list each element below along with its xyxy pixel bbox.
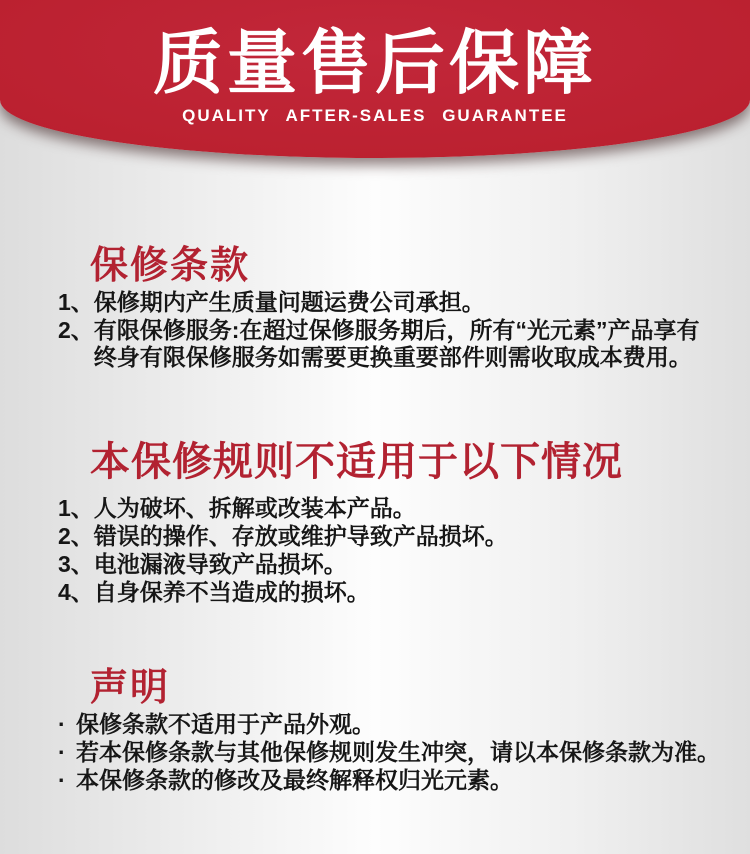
list-item-line: 若本保修条款与其他保修规则发生冲突，请以本保修条款为准。 bbox=[76, 739, 720, 765]
section-heading-exclusions: 本保修规则不适用于以下情况 bbox=[90, 440, 623, 484]
bullet-dot: · bbox=[58, 739, 66, 765]
list-item bbox=[58, 289, 730, 316]
list-item bbox=[58, 711, 730, 738]
list-item-line: 保修期内产生质量问题运费公司承担。 bbox=[93, 289, 485, 315]
list-item-text bbox=[94, 317, 700, 371]
list-item-line: 自身保养不当造成的损坏。 bbox=[93, 579, 370, 605]
list-item bbox=[58, 739, 730, 766]
list-item-line: 本保修条款的修改及最终解释权归光元素。 bbox=[76, 767, 513, 793]
list-item bbox=[58, 495, 730, 522]
banner-title: 质量售后保障 bbox=[153, 24, 597, 102]
list-item-text bbox=[76, 739, 720, 766]
list-item-number: 2、 bbox=[58, 523, 94, 549]
guarantee-banner bbox=[0, 0, 750, 158]
list-item-number: 2、 bbox=[58, 317, 94, 343]
list-item-line: 人为破坏、拆解或改装本产品。 bbox=[93, 495, 416, 521]
list-item-text bbox=[76, 767, 513, 794]
list-item-line: 错误的操作、存放或维护导致产品损坏。 bbox=[93, 523, 508, 549]
warranty-terms-list bbox=[58, 289, 730, 372]
list-item-text bbox=[94, 495, 416, 522]
banner-subtitle: QUALITY AFTER-SALES GUARANTEE bbox=[182, 106, 568, 126]
exclusions-list bbox=[58, 495, 730, 607]
list-item bbox=[58, 579, 730, 606]
bullet-dot: · bbox=[58, 711, 66, 737]
statement-list bbox=[58, 711, 730, 795]
list-item bbox=[58, 317, 730, 371]
list-item-line: 保修条款不适用于产品外观。 bbox=[76, 711, 375, 737]
list-item-text bbox=[94, 551, 347, 578]
list-item bbox=[58, 523, 730, 550]
list-item-text bbox=[76, 711, 375, 738]
list-item-number: 1、 bbox=[58, 289, 94, 315]
list-item-number: 4、 bbox=[58, 579, 94, 605]
list-item-number: 1、 bbox=[58, 495, 94, 521]
bullet-dot: · bbox=[58, 767, 66, 793]
list-item-line: 有限保修服务:在超过保修服务期后，所有“光元素”产品享有 bbox=[93, 317, 700, 343]
list-item-text bbox=[94, 289, 485, 316]
list-item-number: 3、 bbox=[58, 551, 94, 577]
list-item-text bbox=[94, 523, 508, 550]
list-item-text bbox=[94, 579, 370, 606]
section-heading-warranty-terms: 保修条款 bbox=[90, 245, 251, 287]
list-item-line: 电池漏液导致产品损坏。 bbox=[93, 551, 347, 577]
list-item bbox=[58, 767, 730, 794]
list-item bbox=[58, 551, 730, 578]
list-item-line: 终身有限保修服务如需要更换重要部件则需收取成本费用。 bbox=[93, 344, 692, 370]
section-heading-statement: 声明 bbox=[90, 667, 171, 709]
